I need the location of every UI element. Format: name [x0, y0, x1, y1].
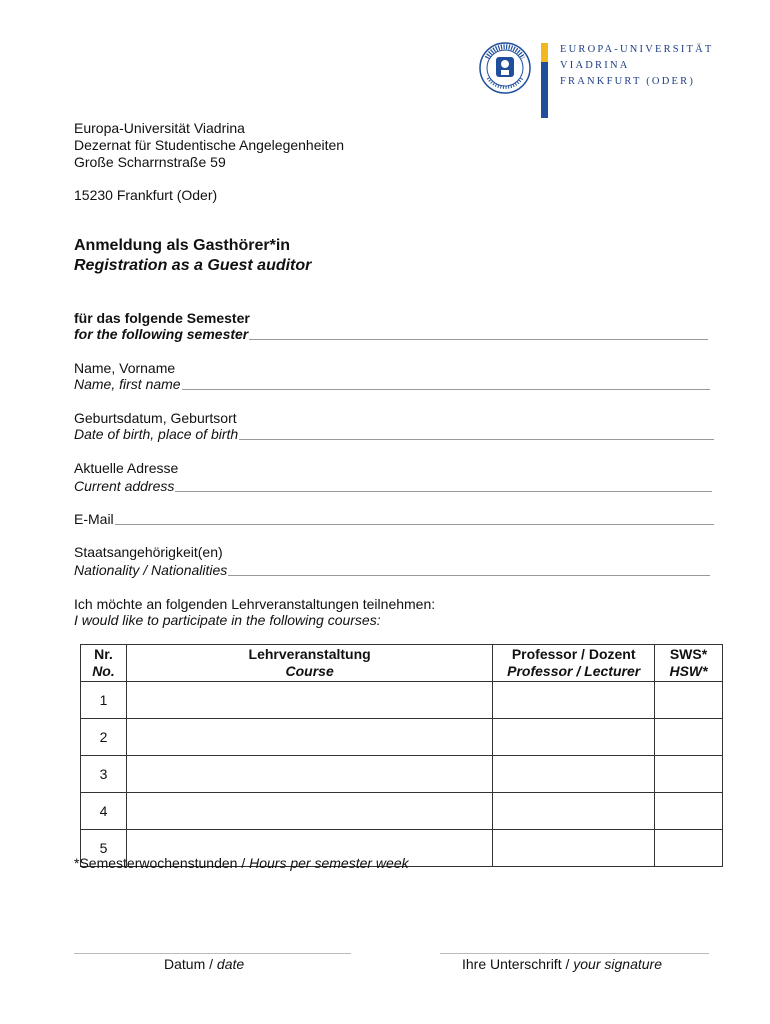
address-line-2: Dezernat für Studentische Angelegenheiten [74, 137, 345, 153]
birth-label-english: Date of birth, place of birth [74, 426, 239, 442]
semester-field[interactable] [74, 326, 708, 343]
birth-field[interactable] [74, 426, 714, 443]
header-sws-en: HSW* [669, 663, 708, 679]
professor-cell[interactable] [493, 682, 655, 719]
logo-bar-navy [541, 62, 548, 118]
header-course-en: Course [285, 663, 334, 679]
nationality-field[interactable] [74, 562, 710, 579]
current-address-label: Aktuelle Adresse [74, 460, 179, 476]
header-professor-en: Professor / Lecturer [507, 663, 641, 679]
row-number: 4 [81, 793, 127, 830]
footnote [74, 855, 409, 872]
header-professor-de: Professor / Dozent [511, 646, 636, 662]
header-course-de: Lehrveranstaltung [248, 646, 371, 662]
professor-cell[interactable] [493, 719, 655, 756]
courses-intro: Ich möchte an folgenden Lehrveranstaltungen teilnehmen: [74, 596, 436, 612]
date-label-de: Datum / [164, 956, 217, 972]
semester-input-line[interactable] [249, 339, 708, 340]
row-number: 3 [81, 756, 127, 793]
header-number-en: No. [92, 663, 115, 679]
semester-label: für das folgende Semester [74, 310, 250, 326]
name-label: Name, Vorname [74, 360, 176, 376]
nationality-label-english: Nationality / Nationalities [74, 562, 228, 578]
header-sws [655, 645, 723, 682]
date-label-en: date [216, 956, 245, 972]
signature-label-en: your signature [573, 956, 662, 972]
signature-line[interactable] [440, 953, 709, 954]
table-row [81, 756, 723, 793]
row-number: 1 [81, 682, 127, 719]
page-title-english: Registration as a Guest auditor [74, 257, 312, 274]
header-number-de: Nr. [94, 646, 113, 662]
name-field[interactable] [74, 376, 710, 393]
address-line-4: 15230 Frankfurt (Oder) [74, 187, 218, 203]
current-address-label-english: Current address [74, 478, 175, 494]
email-field[interactable] [74, 511, 714, 528]
date-signature-line[interactable] [74, 953, 351, 954]
current-address-input-line[interactable] [175, 491, 712, 492]
row-number: 2 [81, 719, 127, 756]
course-cell[interactable] [126, 793, 492, 830]
signature-label-de: Ihre Unterschrift / [462, 956, 574, 972]
courses-intro-english: I would like to participate in the following courses: [74, 612, 381, 628]
course-cell[interactable] [126, 756, 492, 793]
sws-cell[interactable] [655, 682, 723, 719]
name-label-english: Name, first name [74, 376, 181, 392]
birth-label: Geburtsdatum, Geburtsort [74, 410, 237, 426]
sws-cell[interactable] [655, 719, 723, 756]
birth-input-line[interactable] [239, 439, 714, 440]
professor-cell[interactable] [493, 756, 655, 793]
logo-text-line1: EUROPA-UNIVERSITÄT [560, 44, 714, 55]
email-label: E-Mail [74, 511, 114, 527]
table-header-row [81, 645, 723, 682]
header-number [81, 645, 127, 682]
table-row [81, 682, 723, 719]
professor-cell[interactable] [493, 793, 655, 830]
row-number: 5 [81, 830, 127, 867]
logo-text-line3: FRANKFURT (ODER) [560, 76, 696, 87]
course-cell[interactable] [126, 719, 492, 756]
courses-table [80, 644, 723, 867]
email-input-line[interactable] [115, 524, 714, 525]
name-input-line[interactable] [182, 389, 710, 390]
table-row [81, 719, 723, 756]
table-row [81, 793, 723, 830]
semester-label-english: for the following semester [74, 326, 249, 342]
nationality-label: Staatsangehörigkeit(en) [74, 544, 223, 560]
nationality-input-line[interactable] [228, 575, 710, 576]
page-title: Anmeldung als Gasthörer*in [74, 237, 291, 254]
footnote-en: Hours per semester week [249, 855, 409, 871]
sws-cell[interactable] [655, 756, 723, 793]
university-seal-logo [479, 42, 531, 94]
current-address-field[interactable] [74, 478, 712, 495]
header-course [126, 645, 492, 682]
sws-cell[interactable] [655, 830, 723, 867]
header-professor [493, 645, 655, 682]
sws-cell[interactable] [655, 793, 723, 830]
footnote-de: *Semesterwochenstunden / [74, 855, 250, 871]
date-label [164, 956, 244, 973]
signature-label [462, 956, 662, 973]
professor-cell[interactable] [493, 830, 655, 867]
address-line-1: Europa-Universität Viadrina [74, 120, 245, 136]
course-cell[interactable] [126, 682, 492, 719]
logo-text-line2: VIADRINA [560, 60, 630, 71]
header-sws-de: SWS* [669, 646, 708, 662]
address-line-3: Große Scharrnstraße 59 [74, 154, 226, 170]
